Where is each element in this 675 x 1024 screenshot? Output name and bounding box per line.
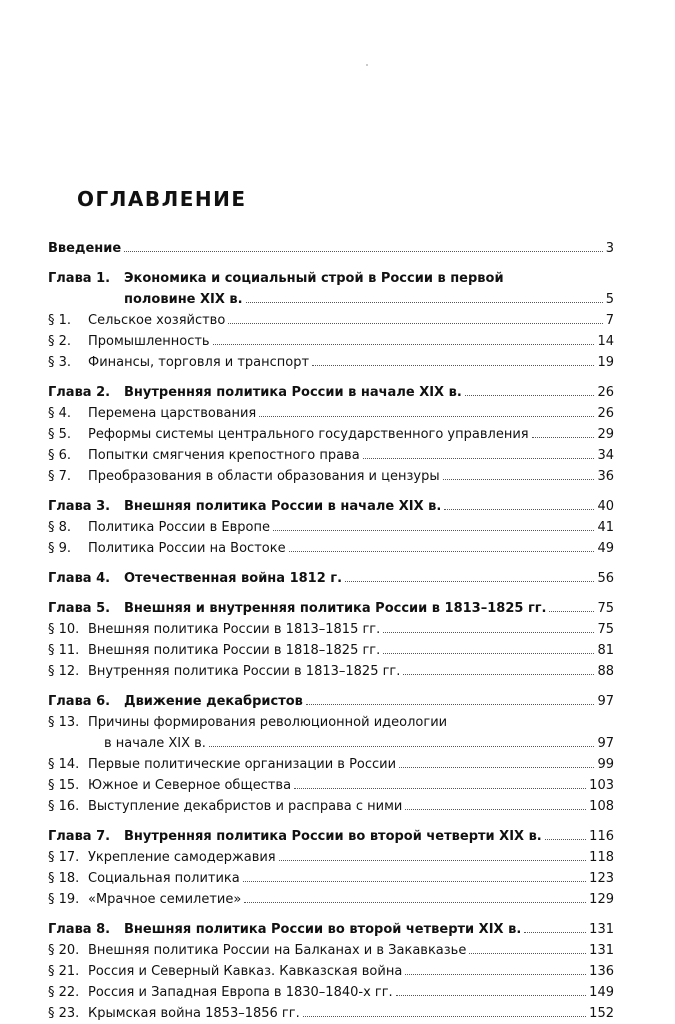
entry-number: § 11. <box>48 643 80 658</box>
entry-title: Политика России на Востоке <box>88 541 286 556</box>
entry-title: Промышленность <box>88 334 210 349</box>
entry-number: Глава 5. <box>48 601 111 616</box>
entry-number: § 7. <box>48 469 72 484</box>
entry-title: Причины формирования революционной идеологии <box>88 715 448 730</box>
entry-number: § 18. <box>48 871 80 886</box>
dot-leader <box>444 509 594 510</box>
toc-chapter-entry[interactable] <box>48 691 614 712</box>
page-title: ОГЛАВЛЕНИЕ <box>77 187 247 211</box>
entry-title: Внешняя политика России в 1818–1825 гг. <box>88 643 381 658</box>
toc-section-entry[interactable] <box>48 403 614 424</box>
entry-number: Глава 2. <box>48 385 111 400</box>
page-number: 136 <box>589 964 614 979</box>
entry-number: § 15. <box>48 778 80 793</box>
page-number: 149 <box>589 985 614 1000</box>
toc-section-entry[interactable] <box>48 961 614 982</box>
page-number: 81 <box>597 643 614 658</box>
page-number: 152 <box>589 1006 614 1021</box>
entry-title: Внешняя политика России на Балканах и в Закавказье <box>88 943 467 958</box>
dot-leader <box>383 632 594 633</box>
dot-leader <box>209 746 595 747</box>
toc-section-entry[interactable] <box>48 661 614 682</box>
entry-number: § 20. <box>48 943 80 958</box>
toc-chapter-entry[interactable] <box>48 568 614 589</box>
entry-number: § 16. <box>48 799 80 814</box>
dot-leader <box>549 611 594 612</box>
dot-leader <box>279 860 587 861</box>
dot-leader <box>312 365 594 366</box>
page-number: 29 <box>597 427 614 442</box>
entry-title: Экономика и социальный строй в России в первой <box>124 271 504 286</box>
entry-number: Глава 7. <box>48 829 111 844</box>
toc-section-entry[interactable] <box>48 331 614 352</box>
dot-leader <box>243 881 586 882</box>
dot-leader <box>383 653 594 654</box>
entry-title: Перемена царствования <box>88 406 257 421</box>
entry-number: § 5. <box>48 427 72 442</box>
page-number: 49 <box>597 541 614 556</box>
entry-title: Финансы, торговля и транспорт <box>88 355 310 370</box>
toc-section-entry[interactable] <box>48 775 614 796</box>
dot-leader <box>228 323 602 324</box>
page-number: 116 <box>589 829 614 844</box>
page-number: 7 <box>605 313 614 328</box>
toc-section-entry[interactable] <box>48 352 614 373</box>
speck-mark <box>366 64 368 66</box>
dot-leader <box>294 788 586 789</box>
entry-number: § 22. <box>48 985 80 1000</box>
dot-leader <box>403 674 594 675</box>
page-number: 26 <box>597 406 614 421</box>
toc-chapter-entry[interactable] <box>48 268 614 289</box>
page-number: 40 <box>597 499 614 514</box>
entry-number: Глава 4. <box>48 571 111 586</box>
entry-title: Крымская война 1853–1856 гг. <box>88 1006 300 1021</box>
toc-section-entry[interactable] <box>48 1003 614 1024</box>
entry-number: § 4. <box>48 406 72 421</box>
entry-title: Внутренняя политика России во второй четверти XIX в. <box>124 829 542 844</box>
entry-title-continued: половине XIX в. <box>124 292 243 307</box>
page-number: 34 <box>597 448 614 463</box>
toc-section-entry[interactable] <box>48 640 614 661</box>
entry-number: § 1. <box>48 313 72 328</box>
entry-number: § 21. <box>48 964 80 979</box>
page-number: 123 <box>589 871 614 886</box>
toc-chapter-entry[interactable] <box>48 598 614 619</box>
toc-entry-continuation <box>48 733 614 754</box>
page-number: 108 <box>589 799 614 814</box>
dot-leader <box>259 416 594 417</box>
toc-section-entry[interactable] <box>48 796 614 817</box>
toc-section-entry[interactable] <box>48 310 614 331</box>
entry-title: Социальная политика <box>88 871 240 886</box>
toc-entry-continuation <box>48 289 614 310</box>
dot-leader <box>469 953 586 954</box>
dot-leader <box>396 995 586 996</box>
toc-chapter-entry[interactable] <box>48 496 614 517</box>
entry-number: § 14. <box>48 757 80 772</box>
dot-leader <box>246 302 603 303</box>
dot-leader <box>244 902 586 903</box>
entry-title: Внутренняя политика России в начале XIX в. <box>124 385 462 400</box>
entry-title: Отечественная война 1812 г. <box>124 571 343 586</box>
dot-leader <box>545 839 586 840</box>
entry-number: § 12. <box>48 664 80 679</box>
toc-section-entry[interactable] <box>48 712 614 733</box>
page-number: 41 <box>597 520 614 535</box>
page-number: 131 <box>589 943 614 958</box>
entry-title: Внешняя политика России в 1813–1815 гг. <box>88 622 381 637</box>
toc-section-entry[interactable] <box>48 466 614 487</box>
page-number: 97 <box>597 736 614 751</box>
page-number: 56 <box>597 571 614 586</box>
entry-title: Реформы системы центрального государственного управления <box>88 427 529 442</box>
entry-number: § 6. <box>48 448 72 463</box>
entry-number: § 23. <box>48 1006 80 1021</box>
entry-title: Внешняя и внутренняя политика России в 1813–1825 гг. <box>124 601 547 616</box>
page-number: 75 <box>597 601 614 616</box>
page-number: 103 <box>589 778 614 793</box>
entry-number: § 10. <box>48 622 80 637</box>
entry-number: Глава 6. <box>48 694 111 709</box>
entry-number: § 9. <box>48 541 72 556</box>
entry-title: Введение <box>48 241 122 256</box>
toc-chapter-entry[interactable] <box>48 826 614 847</box>
entry-title: Внешняя политика России в начале XIX в. <box>124 499 442 514</box>
dot-leader <box>124 251 603 252</box>
page-number: 118 <box>589 850 614 865</box>
entry-number: § 17. <box>48 850 80 865</box>
page-number: 26 <box>597 385 614 400</box>
page-number: 36 <box>597 469 614 484</box>
entry-title: Сельское хозяйство <box>88 313 226 328</box>
entry-title: Попытки смягчения крепостного права <box>88 448 360 463</box>
entry-title: Южное и Северное общества <box>88 778 292 793</box>
page-number: 88 <box>597 664 614 679</box>
page-number: 14 <box>597 334 614 349</box>
entry-title-continued: в начале XIX в. <box>104 736 206 751</box>
entry-title: Внешняя политика России во второй четверти XIX в. <box>124 922 522 937</box>
entry-title: Преобразования в области образования и цензуры <box>88 469 440 484</box>
toc-section-entry[interactable] <box>48 538 614 559</box>
toc-section-entry[interactable] <box>48 889 614 910</box>
entry-title: Выступление декабристов и расправа с ними <box>88 799 403 814</box>
toc-section-entry[interactable] <box>48 847 614 868</box>
dot-leader <box>213 344 595 345</box>
entry-title: Политика России в Европе <box>88 520 270 535</box>
page-number: 129 <box>589 892 614 907</box>
entry-title: Россия и Северный Кавказ. Кавказская война <box>88 964 403 979</box>
dot-leader <box>273 530 595 531</box>
entry-number: § 13. <box>48 715 80 730</box>
dot-leader <box>405 809 586 810</box>
toc-chapter-entry[interactable] <box>48 382 614 403</box>
dot-leader <box>306 704 595 705</box>
table-of-contents <box>48 238 614 1024</box>
entry-number: Глава 3. <box>48 499 111 514</box>
entry-title: Укрепление самодержавия <box>88 850 276 865</box>
toc-section-entry[interactable] <box>48 445 614 466</box>
entry-number: Глава 1. <box>48 271 111 286</box>
page-number: 75 <box>597 622 614 637</box>
toc-section-entry[interactable] <box>48 424 614 445</box>
dot-leader <box>405 974 586 975</box>
toc-section-entry[interactable] <box>48 940 614 961</box>
entry-number: Глава 8. <box>48 922 111 937</box>
page-number: 3 <box>605 241 614 256</box>
dot-leader <box>399 767 594 768</box>
toc-section-entry[interactable] <box>48 868 614 889</box>
entry-title: Первые политические организации в России <box>88 757 397 772</box>
dot-leader <box>443 479 595 480</box>
toc-section-entry[interactable] <box>48 517 614 538</box>
entry-number: § 8. <box>48 520 72 535</box>
page-number: 131 <box>589 922 614 937</box>
dot-leader <box>289 551 595 552</box>
entry-title: Внутренняя политика России в 1813–1825 гг. <box>88 664 401 679</box>
entry-title: Движение декабристов <box>124 694 303 709</box>
page-number: 5 <box>605 292 614 307</box>
entry-number: § 19. <box>48 892 80 907</box>
page-number: 99 <box>597 757 614 772</box>
dot-leader <box>363 458 595 459</box>
toc-section-entry[interactable] <box>48 619 614 640</box>
entry-number: § 3. <box>48 355 72 370</box>
dot-leader <box>345 581 594 582</box>
dot-leader <box>303 1016 586 1017</box>
toc-section-entry[interactable] <box>48 754 614 775</box>
page-number: 97 <box>597 694 614 709</box>
dot-leader <box>465 395 595 396</box>
dot-leader <box>524 932 586 933</box>
entry-title: Россия и Западная Европа в 1830–1840-х гг. <box>88 985 393 1000</box>
entry-title: «Мрачное семилетие» <box>88 892 242 907</box>
entry-number: § 2. <box>48 334 72 349</box>
toc-chapter-entry[interactable] <box>48 238 614 259</box>
page-number: 19 <box>597 355 614 370</box>
dot-leader <box>532 437 595 438</box>
toc-chapter-entry[interactable] <box>48 919 614 940</box>
